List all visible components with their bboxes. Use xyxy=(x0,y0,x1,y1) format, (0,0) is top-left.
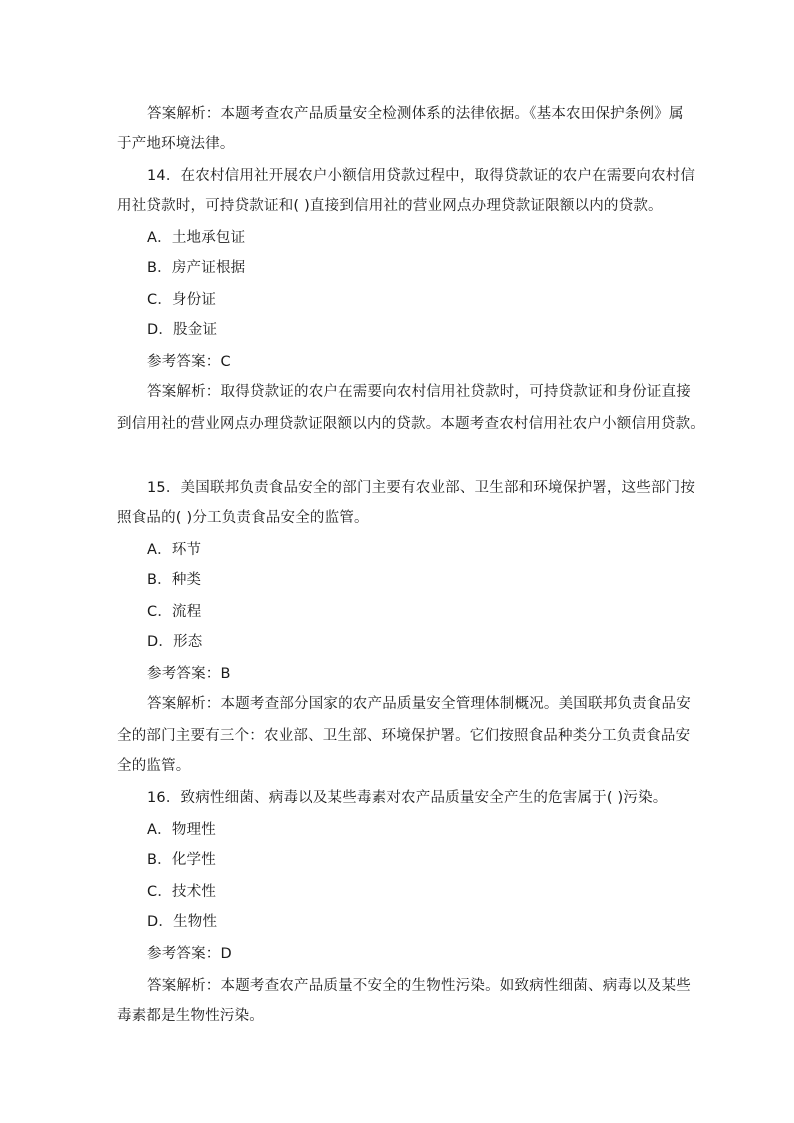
q14-option-c: C．身份证 xyxy=(147,292,217,308)
q14-option-a: A．土地承包证 xyxy=(147,230,246,246)
q16-answer: 参考答案：D xyxy=(147,946,232,962)
q14-stem-line-2: 用社贷款时，可持贷款证和( )直接到信用社的营业网点办理贷款证限额以内的贷款。 xyxy=(117,198,663,214)
q13-analysis-line-2: 于产地环境法律。 xyxy=(117,136,235,152)
q15-answer: 参考答案：B xyxy=(147,666,231,682)
q14-answer: 参考答案：C xyxy=(147,354,231,370)
q16-stem-line-1: 16．致病性细菌、病毒以及某些毒素对农产品质量安全产生的危害属于( )污染。 xyxy=(147,790,668,806)
q16-option-a: A．物理性 xyxy=(147,822,216,838)
q16-option-b: B．化学性 xyxy=(147,852,216,868)
q16-option-c: C．技术性 xyxy=(147,884,217,900)
q15-stem-line-2: 照食品的( )分工负责食品安全的监管。 xyxy=(117,510,369,526)
q15-analysis-line-2: 全的部门主要有三个：农业部、卫生部、环境保护署。它们按照食品种类分工负责食品安 xyxy=(117,728,691,744)
q14-stem-line-1: 14．在农村信用社开展农户小额信用贷款过程中，取得贷款证的农户在需要向农村信 xyxy=(147,168,696,184)
q15-stem-line-1: 15．美国联邦负责食品安全的部门主要有农业部、卫生部和环境保护署，这些部门按 xyxy=(147,480,696,496)
q15-option-a: A．环节 xyxy=(147,542,202,558)
q15-option-c: C．流程 xyxy=(147,604,202,620)
q16-analysis-line-2: 毒素都是生物性污染。 xyxy=(117,1008,264,1024)
q14-option-d: D．股金证 xyxy=(147,322,218,338)
q15-option-d: D．形态 xyxy=(147,634,203,650)
q16-analysis-line-1: 答案解析：本题考查农产品质量不安全的生物性污染。如致病性细菌、病毒以及某些 xyxy=(147,978,691,994)
q15-option-b: B．种类 xyxy=(147,572,202,588)
q14-analysis-line-1: 答案解析：取得贷款证的农户在需要向农村信用社贷款时，可持贷款证和身份证直接 xyxy=(147,384,691,400)
q15-analysis-line-1: 答案解析：本题考查部分国家的农产品质量安全管理体制概况。美国联邦负责食品安 xyxy=(147,696,691,712)
q15-analysis-line-3: 全的监管。 xyxy=(117,758,191,774)
q14-option-b: B．房产证根据 xyxy=(147,260,246,276)
q16-option-d: D．生物性 xyxy=(147,914,218,930)
q13-analysis-line-1: 答案解析：本题考查农产品质量安全检测体系的法律依据。《基本农田保护条例》属 xyxy=(147,106,684,122)
q14-analysis-line-2: 到信用社的营业网点办理贷款证限额以内的贷款。本题考查农村信用社农户小额信用贷款。 xyxy=(117,416,705,432)
